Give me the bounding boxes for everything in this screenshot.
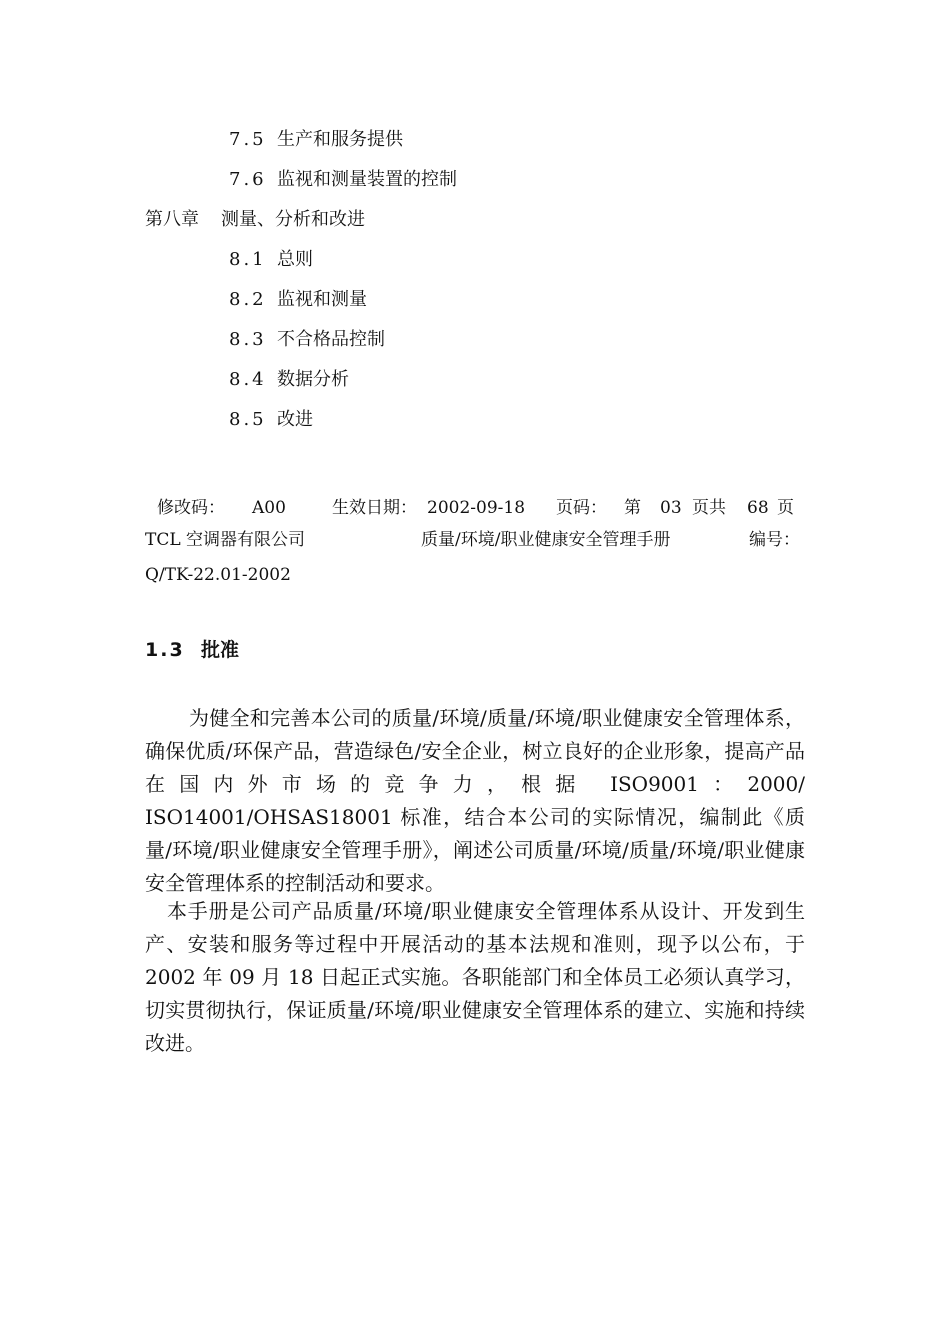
- toc-entry-title: 生产和服务提供: [277, 129, 403, 150]
- section-number: 1.3: [145, 639, 185, 661]
- toc-entry-8-2: [229, 288, 367, 312]
- toc-chapter-8: [145, 208, 365, 232]
- effective-date-label: 生效日期：: [332, 498, 417, 518]
- toc-entry-title: 监视和测量装置的控制: [277, 169, 457, 190]
- revision-label: 修改码：: [157, 498, 225, 518]
- toc-entry-8-4: [229, 368, 349, 392]
- page-suffix: 页: [777, 498, 794, 518]
- toc-chapter-label: 第八章: [145, 209, 199, 230]
- paragraph-approval-scope: 本手册是公司产品质量/环境/职业健康安全管理体系从设计、开发到生产、安装和服务等过程中开展活动的基本法规和准则，现予以公布，于 2002 年 09 月 18 日起正式实施。各职能部门和全体员工必须认真学习，切实贯彻执行，保证质量/环境/职业健康安全管理体系的建立、实施和持续改进。: [145, 899, 805, 1055]
- toc-entry-8-3: [229, 328, 385, 352]
- toc-entry-title: 改进: [277, 409, 313, 430]
- toc-entry-title: 不合格品控制: [277, 329, 385, 350]
- toc-entry-number: 7.5: [229, 129, 267, 150]
- section-heading: [145, 638, 239, 662]
- company-name: TCL 空调器有限公司: [145, 530, 306, 550]
- toc-entry-8-5: [229, 408, 313, 432]
- toc-entry-number: 8.5: [229, 409, 267, 430]
- toc-entry-number: 8.3: [229, 329, 267, 350]
- paragraph-approval-purpose: 为健全和完善本公司的质量/环境/质量/环境/职业健康安全管理体系，确保优质/环保产品，营造绿色/安全企业，树立良好的企业形象，提高产品在国内外市场的竞争力，根据 ISO9001：2000/ ISO14001/OHSAS18001 标准，结合本公司的实际情况，编制此《质量/环境/职业健康安全管理手册》，阐述公司质量/环境/质量/环境/职业健康安全管理体系的控制活动和要求。: [145, 706, 805, 895]
- section-title: 批准: [201, 639, 240, 661]
- doc-number: Q/TK-22.01-2002: [145, 565, 291, 585]
- doc-number-label: 编号：: [749, 530, 800, 550]
- toc-entry-title: 数据分析: [277, 369, 349, 390]
- toc-entry-number: 7.6: [229, 169, 267, 190]
- toc-chapter-title: 测量、分析和改进: [221, 209, 365, 230]
- toc-entry-title: 监视和测量: [277, 289, 367, 310]
- page-prefix: 第: [624, 498, 641, 518]
- page-label: 页码：: [556, 498, 607, 518]
- page-total: 68: [747, 498, 769, 518]
- toc-entry-number: 8.2: [229, 289, 267, 310]
- toc-entry-number: 8.1: [229, 249, 267, 270]
- page-mid: 页共: [692, 498, 726, 518]
- effective-date: 2002-09-18: [427, 498, 526, 518]
- toc-entry-7-6: [229, 168, 457, 192]
- toc-entry-8-1: [229, 248, 313, 272]
- toc-entry-number: 8.4: [229, 369, 267, 390]
- toc-entry-title: 总则: [277, 249, 313, 270]
- toc-entry-7-5: [229, 128, 403, 152]
- page-current: 03: [660, 498, 682, 518]
- manual-title: 质量/环境/职业健康安全管理手册: [421, 530, 671, 550]
- revision-value: A00: [252, 498, 286, 518]
